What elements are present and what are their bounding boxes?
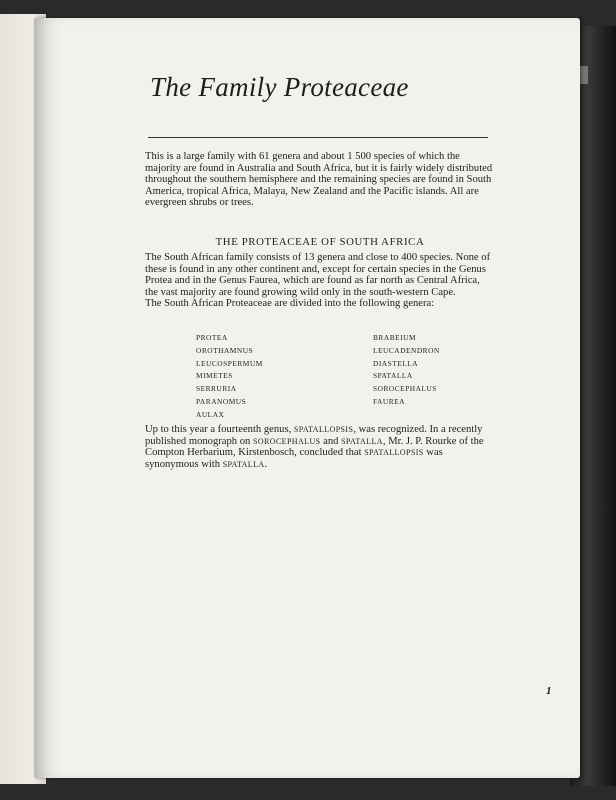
genus-name: SOROCEPHALUS	[253, 436, 321, 446]
closing-text: , was recognized. In a recently published monograph on	[145, 424, 483, 447]
genus-item: DIASTELLA	[373, 358, 419, 368]
section-heading: THE PROTEACEAE OF SOUTH AFRICA	[215, 236, 425, 248]
genus-item: PROTEA	[196, 333, 228, 342]
closing-paragraph	[145, 424, 495, 470]
genus-item: AULAX	[196, 409, 225, 419]
south-africa-paragraph	[145, 252, 495, 310]
genus-item: SPATALLA	[373, 371, 413, 381]
genera-list-left	[196, 332, 263, 422]
genus-item: BRABEIUM	[373, 333, 417, 342]
closing-text: .	[264, 458, 268, 470]
page-number: 1	[546, 685, 552, 697]
genus-name: SPATALLA	[222, 459, 265, 469]
page-title: The Family Proteaceae	[150, 72, 409, 102]
genus-item: OROTHAMNUS	[196, 345, 254, 355]
genus-item: SOROCEPHALUS	[373, 384, 437, 394]
closing-text: , Mr. J. P. Rourke of the Compton Herbarium, Kirstenbosch, concluded that	[145, 435, 484, 459]
genera-intro: The South African Proteaceae are divided into the following genera:	[145, 298, 435, 310]
book-page	[34, 18, 580, 778]
genus-name: SPATALLOPSIS	[364, 448, 424, 458]
south-africa-text: The South African family consists of 13 genera and close to 400 species. None of these is found in any other continent and, except for certain species in the Genus Protea and in the Genus Faurea, which are found as far north as Central Africa, the vast majority are found growing wild only in the south-western Cape.	[145, 252, 491, 298]
closing-text: was synonymous with	[145, 447, 443, 470]
intro-paragraph: This is a large family with 61 genera and about 1 500 species of which the majority are found in Australia and South Africa, but it is fairly widely distributed throughout the southern hemisphere and the remaining species are found in South America, tropical Africa, Malaya, New Zealand and the Pacific islands. All are evergreen shrubs or trees.	[145, 151, 493, 209]
genus-item: LEUCOSPERMUM	[196, 358, 263, 368]
genus-name: SPATALLA	[341, 436, 383, 446]
genus-item: FAUREA	[373, 396, 406, 406]
genus-item: LEUCADENDRON	[373, 345, 440, 355]
genus-item: PARANOMUS	[196, 396, 247, 406]
genus-name: SPATALLOPSIS	[293, 425, 354, 434]
genera-list-right	[373, 332, 440, 409]
closing-text: Up to this year a fourteenth genus,	[145, 424, 294, 435]
title-rule	[148, 137, 488, 138]
genus-item: MIMETES	[196, 371, 233, 381]
genus-item: SERRURIA	[196, 384, 237, 394]
closing-text: and	[320, 435, 342, 447]
